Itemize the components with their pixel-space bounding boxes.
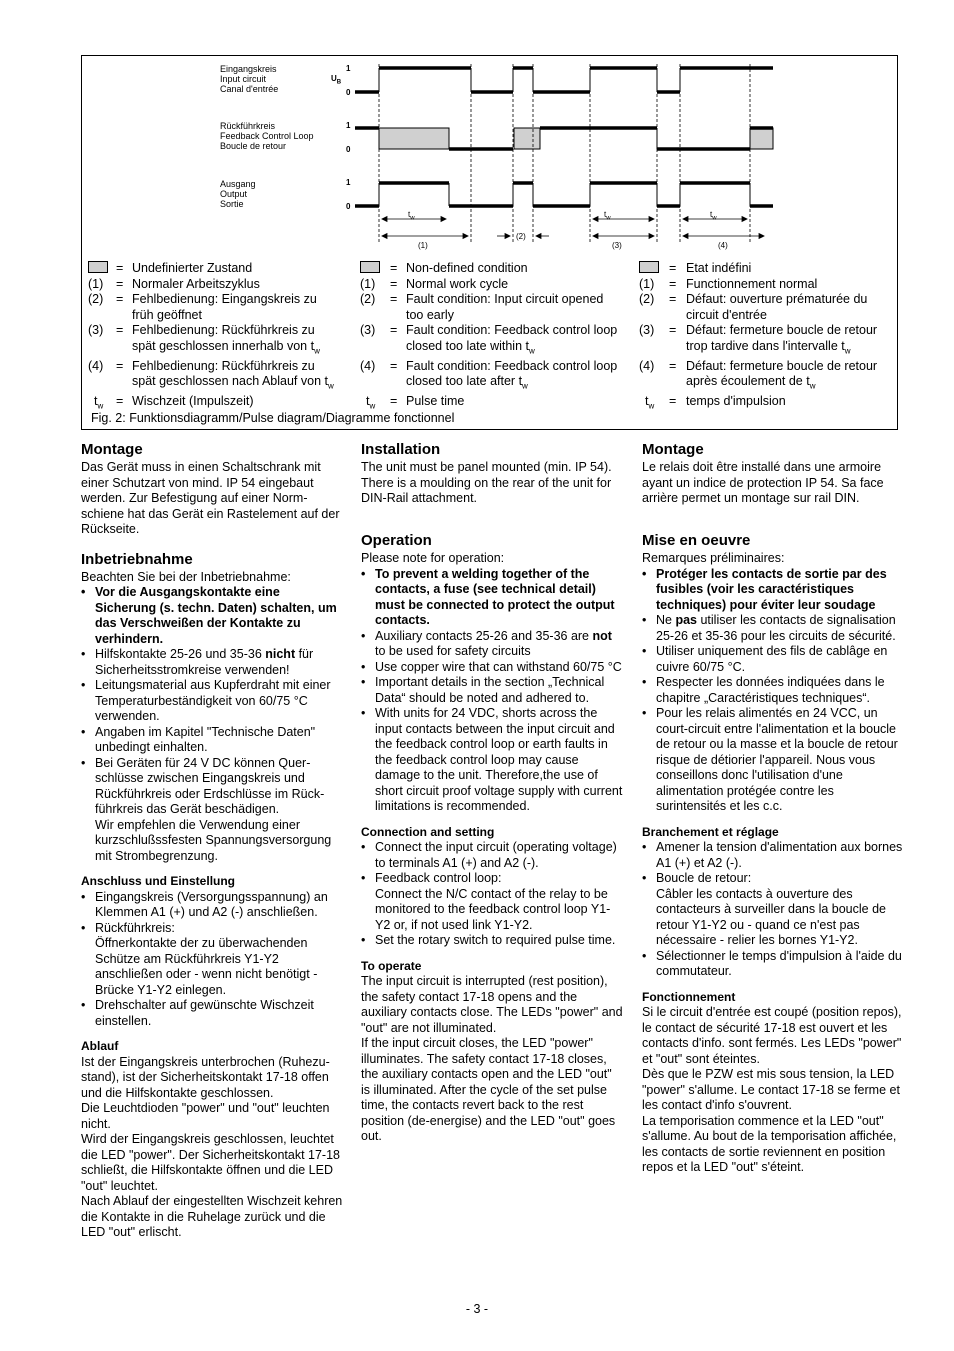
list-item: • Rückführkreis: Öffnerkontakte der zu überwachenden Schütze am Rückführkreis Y1-Y2 anschließen oder - wenn nicht benötigt - Brücke Y1-Y2 einlegen. (81, 921, 343, 999)
signal-name-en: Feedback Control Loop (220, 131, 314, 141)
legend-row (639, 394, 889, 410)
section-heading: Installation (361, 441, 441, 458)
column-en (361, 441, 623, 1145)
phase-label: (4) (718, 241, 728, 250)
undefined-state-swatch (88, 261, 108, 277)
paragraph: La temporisation commence et la LED "out" s'allume. Au bout de la temporisation affichée, les contacts de sortie reviennent en position repos et la LED "out" s'éteint. (642, 1113, 897, 1174)
page-number: - 3 - (465, 1302, 489, 1316)
legend-de (88, 261, 338, 410)
column-fr (642, 441, 904, 1176)
subheading: Anschluss und Einstellung (81, 874, 236, 888)
legend-description: Fault condition: Input circuit opened too early (406, 292, 604, 322)
column-de (81, 441, 343, 1241)
legend-key: (1) (639, 276, 655, 291)
legend-equals: = (669, 292, 677, 306)
paragraph: Beachten Sie bei der Inbetriebnahme: (81, 569, 291, 584)
paragraph: Wird der Eingangskreis geschlossen, leuchtet die LED "power". Der Sicherheitskontakt 17-18 schließt, die Hilfskontakte öffnen und die LED "out" leuchtet. (81, 1132, 341, 1193)
list-item: • Drehschalter auf gewünschte Wischzeit einstellen. (81, 998, 343, 1029)
legend-row (360, 277, 620, 293)
list-item: • Angaben im Kapitel "Technische Daten" unbedingt einhalten. (81, 725, 343, 756)
legend-row (360, 359, 620, 395)
legend-description: Normal work cycle (406, 276, 509, 291)
legend-description: Fehlbedienung: Rückführkreis zu spät geschlossen nach Ablauf von $t_w$ (132, 358, 334, 391)
legend-description: Fault condition: Feedback control loop closed too late within $t_w$ (406, 323, 618, 355)
list-item: • Leitungsmaterial aus Kupferdraht mit einer Temperaturbeständigkeit von 60/75 °C verwenden. (81, 678, 343, 725)
figure-caption: Fig. 2: Funktionsdiagramm/Pulse diagram/Diagramme fonctionnel (91, 411, 455, 425)
list-item: • Pour les relais alimentés en 24 VCC, un court-circuit entre l'alimentation et la boucle de retour ou la masse et la boucle de retour risque de détiorier l'appareil. Nous vous conseillons donc l'utilisation d'une alimentation protégée contre les surintensités et les c.c. (642, 706, 904, 815)
list-item: • Eingangskreis (Versorgungsspannung) an Klemmen A1 (+) und A2 (-) anschließen. (81, 890, 343, 921)
list-item: • Important details in the section „Technical Data“ should be noted and adhered to. (361, 675, 623, 706)
undefined-state-swatch (360, 261, 380, 277)
legend-description: Non-defined condition (406, 261, 528, 275)
legend-description: Fault condition: Feedback control loop closed too late after $t_w$ (406, 358, 618, 391)
subheading: To operate (361, 958, 422, 973)
section-heading: Montage (81, 441, 143, 458)
legend-key: (2) (88, 292, 104, 306)
level-high: 1 (346, 178, 351, 187)
subheading: Ablauf (81, 1039, 119, 1053)
legend-equals: = (116, 358, 124, 373)
subheading: Connection and setting (361, 824, 495, 839)
paragraph: The unit must be panel mounted (min. IP 54). There is a moulding on the rear of the unit for DIN-Rail attachment. (361, 460, 612, 505)
legend-equals: = (669, 323, 677, 337)
list-item: • Set the rotary switch to required pulse time. (361, 933, 623, 949)
legend-description: Défaut: ouverture prématurée du circuit d'entrée (686, 292, 868, 322)
legend-row (639, 277, 889, 293)
legend-row (639, 261, 889, 277)
list-item: • Sélectionner le temps d'impulsion à l'aide du commutateur. (642, 949, 904, 980)
legend-equals: = (116, 276, 124, 291)
list-item: • With units for 24 VDC, shorts across the input contacts between the input circuit and the feedback control loop or earth faults in the feedback control loop may cause damage to the unit. Therefore,the use of short circuit proof voltage supply with current limitations is recommended. (361, 706, 623, 815)
legend-row (360, 292, 620, 323)
legend-key: $t_w$ (366, 394, 376, 411)
paragraph: Please note for operation: (361, 551, 505, 565)
list-item: • Feedback control loop: Connect the N/C contact of the relay to be monitored to the feedback control loop Y1-Y2 or, if not used link Y1-Y2. (361, 871, 623, 933)
legend-description: Pulse time (406, 394, 465, 408)
paragraph: Le relais doit être installé dans une armoire ayant un indice de protection IP 54. Sa face arrière permet un montage sur rail DIN. (642, 460, 884, 505)
bullet-list (642, 567, 904, 815)
legend-row (88, 292, 338, 323)
pulse-time-dimensions (382, 217, 747, 222)
legend-key: $t_w$ (94, 394, 104, 411)
paragraph: The input circuit is interrupted (rest position), the safety contact 17-18 opens and the auxiliary contacts close. The LEDs "power" and "out" are not illuminated. (361, 974, 623, 1035)
tw-label: $t_w$ (710, 210, 717, 222)
paragraph: Si le circuit d'entrée est coupé (position repos), le contact de sécurité 17-18 est ouvert et les contacts d'info. sont fermés. Les LEDs "power" et "out" sont éteintes. (642, 1005, 902, 1066)
legend-description: temps d'impulsion (686, 394, 786, 408)
legend-equals: = (116, 292, 124, 306)
legend-equals: = (669, 276, 677, 291)
legend-description: Functionnement normal (686, 276, 818, 291)
legend-equals: = (116, 323, 124, 337)
legend-equals: = (116, 261, 124, 275)
legend-equals: = (390, 358, 398, 373)
section-heading: Mise en oeuvre (642, 532, 751, 549)
section-heading: Operation (361, 532, 432, 549)
legend-row (88, 323, 338, 359)
legend-row (639, 359, 889, 395)
legend-equals: = (669, 394, 677, 408)
legend-equals: = (390, 394, 398, 408)
level-high: 1 (346, 121, 351, 130)
legend-equals: = (390, 323, 398, 337)
tw-label: $t_w$ (604, 210, 611, 222)
section-heading: Inbetriebnahme (81, 550, 193, 568)
legend-row (360, 394, 620, 410)
paragraph: Dès que le PZW est mis sous tension, la LED "power" s'allume. Le contact 17-18 se ferme et les contact d'info s'ouvrent. (642, 1067, 900, 1112)
paragraph: Das Gerät muss in einen Schaltschrank mit einer Schutzart von mind. IP 54 eingebaut werden. Zur Befestigung auf einer Norm-schiene hat das Gerät ein Rastelement auf der Rückseite. (81, 460, 340, 536)
legend-equals: = (390, 276, 398, 291)
tw-label: $t_w$ (408, 210, 415, 222)
ub-symbol: $U_B$ (331, 74, 342, 86)
list-item: • Use copper wire that can withstand 60/75 °C (361, 660, 623, 676)
phase-label: (1) (418, 241, 428, 250)
legend-row (639, 323, 889, 359)
undefined-state-swatch (639, 261, 659, 277)
phase-label: (3) (612, 241, 622, 250)
legend-description: Fehlbedienung: Eingangskreis zu früh geöffnet (132, 292, 317, 322)
signal-name-de: Ausgang (220, 179, 256, 189)
list-item: • Vor die Ausgangskontakte eine Sicherung (s. techn. Daten) schalten, um das Verschweißen der Kontakte zu verhindern. (81, 585, 343, 647)
signal-name-en: Output (220, 189, 248, 199)
legend-key: (3) (360, 323, 376, 337)
section-heading: Montage (642, 441, 704, 458)
signal-name-fr: Boucle de retour (220, 141, 287, 151)
list-item: • Amener la tension d'alimentation aux bornes A1 (+) et A2 (-). (642, 840, 904, 871)
legend-key: $t_w$ (645, 394, 655, 411)
legend-equals: = (669, 358, 677, 373)
undefined-state-regions (379, 128, 773, 149)
bullet-list (81, 890, 343, 1030)
list-item: • To prevent a welding together of the contacts, a fuse (see technical detail) must be connected to protect the output contacts. (361, 567, 623, 629)
legend-description: Défaut: fermeture boucle de retour après écoulement de $t_w$ (686, 358, 878, 391)
list-item: • Respecter les données indiquées dans le chapitre „Caractéristiques techniques“. (642, 675, 904, 706)
signal-name-de: Rückführkreis (220, 121, 276, 131)
legend-description: Undefinierter Zustand (132, 261, 253, 275)
paragraph: Ist der Eingangskreis unterbrochen (Ruhezu-stand), ist der Sicherheitskontakt 17-18 offen und die Hilfskontakte geschlossen. (81, 1054, 330, 1100)
list-item: • Boucle de retour: Câbler les contacts à ouverture des contacteurs à surveiller dans la boucle de retour Y1-Y2 ou - quand ce n'est pas nécessaire - relier les bornes Y1-Y2. (642, 871, 904, 949)
list-item: • Utiliser uniquement des fils de cablâge en cuivre 60/75 °C. (642, 644, 904, 675)
legend-equals: = (669, 261, 677, 275)
paragraph: Nach Ablauf der eingestellten Wischzeit kehren die Kontakte in die Ruhelage zurück und die LED "out" erlischt. (81, 1194, 343, 1239)
paragraph: Die Leuchtdioden "power" und "out" leuchten nicht. (81, 1101, 330, 1131)
phase-arrows (382, 234, 764, 239)
signal-name-de: Eingangskreis (220, 64, 277, 74)
list-item: • Auxiliary contacts 25-26 and 35-36 are not to be used for safety circuits (361, 629, 623, 660)
legend-fr (639, 261, 889, 410)
legend-equals: = (390, 261, 398, 275)
legend-description: Etat indéfini (686, 261, 752, 275)
legend-row (639, 292, 889, 323)
output-waveform (355, 183, 773, 206)
legend-key: (2) (360, 292, 376, 306)
legend-key: (4) (360, 358, 376, 373)
legend-row (88, 261, 338, 277)
list-item: • Ne pas utiliser les contacts de signalisation 25-26 et 35-36 pour les circuits de sécurité. (642, 613, 904, 644)
signal-name-fr: Sortie (220, 199, 244, 209)
bullet-list (361, 840, 623, 949)
legend-description: Wischzeit (Impulszeit) (132, 394, 254, 408)
subheading: Branchement et réglage (642, 824, 779, 839)
legend-description: Normaler Arbeitszyklus (132, 276, 260, 291)
bullet-list (642, 840, 904, 980)
legend-row (360, 323, 620, 359)
timing-waveforms (82, 56, 897, 256)
legend-description: Fehlbedienung: Rückführkreis zu spät geschlossen innerhalb von $t_w$ (132, 323, 320, 355)
legend-key: (1) (88, 276, 104, 291)
legend-key: (3) (88, 323, 104, 337)
legend-row (88, 359, 338, 395)
legend-row (88, 394, 338, 410)
legend-en (360, 261, 620, 410)
level-high: 1 (346, 64, 351, 73)
legend-row (360, 261, 620, 277)
paragraph: Remarques préliminaires: (642, 551, 785, 565)
legend-row (88, 277, 338, 293)
list-item: • Protéger les contacts de sortie par des fusibles (voir les caractéristiques techniques) pour éviter leur soudage (642, 567, 904, 614)
signal-name-en: Input circuit (220, 74, 267, 84)
legend-key: (4) (88, 358, 104, 373)
pulse-diagram-figure (81, 55, 898, 430)
paragraph: If the input circuit closes, the LED "power" illuminates. The safety contact 17-18 closes, the auxiliary contacts open and the LED "out" is illuminated. After the cycle of the set pulse time, the contacts revert back to the rest position (de-energise) and the LED "out" goes out. (361, 1036, 616, 1143)
subheading: Fonctionnement (642, 989, 736, 1004)
legend-description: Défaut: fermeture boucle de retour trop tardive dans l'intervalle $t_w$ (686, 323, 878, 355)
legend-key: (3) (639, 323, 655, 337)
list-item: • Connect the input circuit (operating voltage) to terminals A1 (+) and A2 (-). (361, 840, 623, 871)
legend-equals: = (390, 292, 398, 306)
level-low: 0 (346, 145, 351, 154)
input-circuit-waveform (355, 68, 773, 92)
level-low: 0 (346, 202, 351, 211)
phase-label: (2) (516, 232, 526, 241)
list-item: • Hilfskontakte 25-26 und 35-36 nicht für Sicherheitsstromkreise verwenden! (81, 647, 343, 678)
level-low: 0 (346, 88, 351, 97)
legend-key: (4) (639, 358, 655, 373)
signal-name-fr: Canal d'entrée (220, 84, 279, 94)
bullet-list (361, 567, 623, 815)
legend-key: (2) (639, 292, 655, 306)
bullet-list (81, 585, 343, 864)
legend-key: (1) (360, 276, 376, 291)
legend-equals: = (116, 394, 124, 408)
list-item: • Bei Geräten für 24 V DC können Quer-schlüsse zwischen Eingangskreis und Rückführkreis oder Erdschlüsse im Rück-führkreis das Gerät beschädigen. Wir empfehlen die Verwendung einer kurzschlußssfesten Spannungsversorgung mit Strombegrenzung. (81, 756, 343, 865)
